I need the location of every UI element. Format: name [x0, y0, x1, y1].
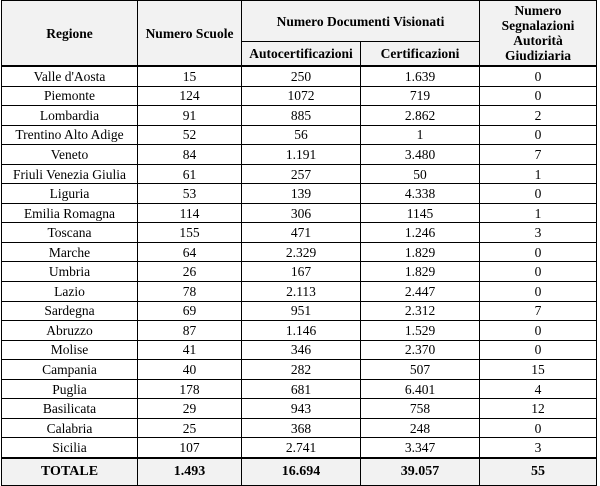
- cell-segnalazioni: 0: [480, 321, 597, 341]
- cell-autocertificazioni: 943: [242, 399, 361, 419]
- cell-regione: Umbria: [2, 262, 138, 282]
- cell-autocertificazioni: 951: [242, 301, 361, 321]
- cell-segnalazioni: 12: [480, 399, 597, 419]
- table-row: [2, 379, 597, 399]
- cell-scuole: 87: [138, 321, 242, 341]
- header-regione: Regione: [2, 1, 138, 67]
- cell-certificazioni: 2.370: [361, 340, 480, 360]
- table-row: [2, 86, 597, 106]
- cell-certificazioni: 6.401: [361, 379, 480, 399]
- totale-label: TOTALE: [2, 458, 138, 486]
- table-body: [2, 66, 597, 458]
- cell-segnalazioni: 7: [480, 301, 597, 321]
- header-segnalazioni: Numero Segnalazioni Autorità Giudiziaria: [480, 1, 597, 67]
- table-row: [2, 223, 597, 243]
- cell-regione: Sicilia: [2, 438, 138, 458]
- cell-certificazioni: 3.347: [361, 438, 480, 458]
- cell-scuole: 25: [138, 418, 242, 438]
- cell-regione: Liguria: [2, 184, 138, 204]
- cell-autocertificazioni: 1.146: [242, 321, 361, 341]
- cell-scuole: 29: [138, 399, 242, 419]
- cell-segnalazioni: 1: [480, 164, 597, 184]
- cell-scuole: 53: [138, 184, 242, 204]
- header-numero-scuole: Numero Scuole: [138, 1, 242, 67]
- cell-regione: Valle d'Aosta: [2, 66, 138, 86]
- cell-regione: Emilia Romagna: [2, 203, 138, 223]
- cell-segnalazioni: 0: [480, 418, 597, 438]
- cell-segnalazioni: 0: [480, 262, 597, 282]
- cell-certificazioni: 1: [361, 125, 480, 145]
- cell-certificazioni: 1.829: [361, 262, 480, 282]
- table-row: [2, 360, 597, 380]
- cell-autocertificazioni: 250: [242, 66, 361, 86]
- table-row: [2, 203, 597, 223]
- cell-autocertificazioni: 346: [242, 340, 361, 360]
- cell-scuole: 91: [138, 106, 242, 126]
- cell-autocertificazioni: 885: [242, 106, 361, 126]
- cell-segnalazioni: 0: [480, 86, 597, 106]
- cell-scuole: 124: [138, 86, 242, 106]
- cell-certificazioni: 2.312: [361, 301, 480, 321]
- cell-segnalazioni: 2: [480, 106, 597, 126]
- regional-schools-table: [1, 0, 597, 486]
- cell-scuole: 107: [138, 438, 242, 458]
- cell-regione: Campania: [2, 360, 138, 380]
- cell-scuole: 52: [138, 125, 242, 145]
- cell-segnalazioni: 1: [480, 203, 597, 223]
- cell-autocertificazioni: 2.113: [242, 282, 361, 302]
- cell-scuole: 178: [138, 379, 242, 399]
- cell-scuole: 15: [138, 66, 242, 86]
- table-row: [2, 282, 597, 302]
- totale-scuole: 1.493: [138, 458, 242, 486]
- cell-autocertificazioni: 471: [242, 223, 361, 243]
- cell-certificazioni: 1.529: [361, 321, 480, 341]
- totale-autocertificazioni: 16.694: [242, 458, 361, 486]
- table-row: [2, 106, 597, 126]
- cell-scuole: 40: [138, 360, 242, 380]
- cell-regione: Friuli Venezia Giulia: [2, 164, 138, 184]
- cell-segnalazioni: 7: [480, 145, 597, 165]
- cell-autocertificazioni: 1.191: [242, 145, 361, 165]
- cell-autocertificazioni: 167: [242, 262, 361, 282]
- cell-segnalazioni: 0: [480, 242, 597, 262]
- cell-certificazioni: 507: [361, 360, 480, 380]
- cell-regione: Veneto: [2, 145, 138, 165]
- cell-autocertificazioni: 282: [242, 360, 361, 380]
- cell-autocertificazioni: 2.329: [242, 242, 361, 262]
- cell-segnalazioni: 0: [480, 125, 597, 145]
- header-documenti-visionati: Numero Documenti Visionati: [242, 1, 480, 42]
- table-row: [2, 399, 597, 419]
- cell-regione: Basilicata: [2, 399, 138, 419]
- cell-regione: Puglia: [2, 379, 138, 399]
- totale-segnalazioni: 55: [480, 458, 597, 486]
- cell-scuole: 64: [138, 242, 242, 262]
- cell-certificazioni: 248: [361, 418, 480, 438]
- cell-scuole: 114: [138, 203, 242, 223]
- table-row: [2, 340, 597, 360]
- cell-scuole: 26: [138, 262, 242, 282]
- cell-regione: Abruzzo: [2, 321, 138, 341]
- cell-segnalazioni: 3: [480, 223, 597, 243]
- cell-certificazioni: 2.862: [361, 106, 480, 126]
- cell-certificazioni: 1.246: [361, 223, 480, 243]
- cell-autocertificazioni: 306: [242, 203, 361, 223]
- table-row: [2, 242, 597, 262]
- cell-certificazioni: 1.639: [361, 66, 480, 86]
- cell-segnalazioni: 0: [480, 66, 597, 86]
- cell-segnalazioni: 0: [480, 184, 597, 204]
- cell-autocertificazioni: 56: [242, 125, 361, 145]
- cell-scuole: 61: [138, 164, 242, 184]
- table-row: [2, 125, 597, 145]
- table-row: [2, 66, 597, 86]
- cell-regione: Calabria: [2, 418, 138, 438]
- cell-autocertificazioni: 257: [242, 164, 361, 184]
- header-autocertificazioni: Autocertificazioni: [242, 42, 361, 67]
- totale-row: [2, 458, 597, 486]
- cell-certificazioni: 758: [361, 399, 480, 419]
- cell-segnalazioni: 15: [480, 360, 597, 380]
- cell-segnalazioni: 0: [480, 340, 597, 360]
- cell-segnalazioni: 0: [480, 282, 597, 302]
- cell-autocertificazioni: 139: [242, 184, 361, 204]
- cell-autocertificazioni: 368: [242, 418, 361, 438]
- cell-regione: Marche: [2, 242, 138, 262]
- cell-certificazioni: 4.338: [361, 184, 480, 204]
- cell-regione: Toscana: [2, 223, 138, 243]
- cell-regione: Lazio: [2, 282, 138, 302]
- table-row: [2, 184, 597, 204]
- cell-regione: Molise: [2, 340, 138, 360]
- header-certificazioni: Certificazioni: [361, 42, 480, 67]
- cell-certificazioni: 1.829: [361, 242, 480, 262]
- table-row: [2, 418, 597, 438]
- cell-certificazioni: 1145: [361, 203, 480, 223]
- cell-segnalazioni: 3: [480, 438, 597, 458]
- cell-scuole: 155: [138, 223, 242, 243]
- table-row: [2, 262, 597, 282]
- table-row: [2, 164, 597, 184]
- cell-autocertificazioni: 681: [242, 379, 361, 399]
- table-row: [2, 301, 597, 321]
- totale-certificazioni: 39.057: [361, 458, 480, 486]
- cell-regione: Trentino Alto Adige: [2, 125, 138, 145]
- table-row: [2, 321, 597, 341]
- cell-scuole: 69: [138, 301, 242, 321]
- cell-certificazioni: 3.480: [361, 145, 480, 165]
- cell-scuole: 41: [138, 340, 242, 360]
- cell-scuole: 84: [138, 145, 242, 165]
- cell-scuole: 78: [138, 282, 242, 302]
- cell-segnalazioni: 4: [480, 379, 597, 399]
- cell-regione: Lombardia: [2, 106, 138, 126]
- cell-regione: Piemonte: [2, 86, 138, 106]
- cell-autocertificazioni: 1072: [242, 86, 361, 106]
- cell-regione: Sardegna: [2, 301, 138, 321]
- cell-certificazioni: 50: [361, 164, 480, 184]
- cell-certificazioni: 2.447: [361, 282, 480, 302]
- cell-certificazioni: 719: [361, 86, 480, 106]
- cell-autocertificazioni: 2.741: [242, 438, 361, 458]
- table-row: [2, 438, 597, 458]
- table-row: [2, 145, 597, 165]
